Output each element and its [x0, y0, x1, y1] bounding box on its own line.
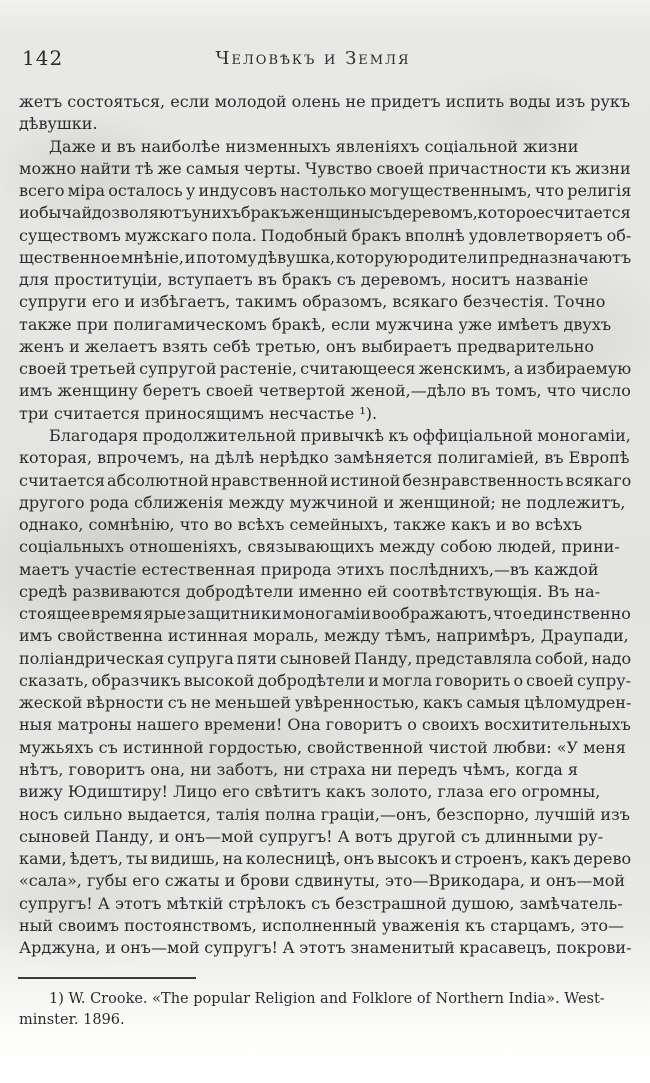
paragraph — [19, 136, 631, 425]
text-line: 1) W. Crooke. «The popular Religion and Folklore of Northern India». West- — [49, 991, 605, 1007]
text-line: супругъ! А этотъ мѣткій стрѣлокъ съ безстрашной душою, замѣчатель- — [19, 893, 623, 913]
text-line: и обычай дозволяютъ у нихъ бракъ женщины съ деревомъ, которое считается — [19, 203, 631, 223]
text-line: которая, впрочемъ, на дѣлѣ нерѣдко замѣняется полигаміей, въ Европѣ — [19, 448, 630, 468]
text-line: вижу Юдиштиру! Лицо его свѣтитъ какъ золото, глаза его огромны, — [19, 782, 601, 802]
text-line: Арджуна, и онъ—мой супругъ! А этотъ знаменитый красавецъ, покрови- — [19, 938, 632, 958]
text-line: minster. 1896. — [19, 1012, 125, 1028]
text-line: имъ свойственна истинная мораль, между тѣмъ, напримѣръ, Драупади, — [19, 626, 629, 646]
text-line: считается абсолютной нравственной истиной безнравственность всякаго — [19, 470, 632, 490]
text-line: Даже и въ наиболѣе низменныхъ явленіяхъ соціальной жизни — [49, 136, 579, 156]
text-line: также при полигамическомъ бракѣ, если мужчина уже имѣетъ двухъ — [19, 314, 612, 334]
text-line: стоящее время ярые защитники моногаміи воображаютъ, что единственно — [19, 604, 631, 624]
text-line: «сала», губы его сжаты и брови сдвинуты, это—Врикодара, и онъ—мой — [19, 871, 626, 891]
text-line: можно найти тѣ же самыя черты. Чувство своей причастности къ жизни — [19, 158, 631, 178]
paragraph — [19, 425, 631, 959]
text-line: нѣтъ, говоритъ она, ни заботъ, ни страха ни передъ чѣмъ, когда я — [19, 759, 578, 779]
body-text — [19, 91, 631, 959]
text-line: жеской вѣрности съ не меньшей увѣренностью, какъ самыя цѣломудрен- — [19, 693, 632, 713]
text-line: Благодаря продолжительной привычкѣ къ оффиціальной моногаміи, — [49, 425, 631, 445]
page-number: 142 — [22, 46, 64, 70]
text-line: соціальныхъ отношеніяхъ, связывающихъ между собою людей, прини- — [19, 537, 620, 557]
text-line: носъ сильно выдается, талія полна граціи,—онъ, безспорно, лучшій изъ — [19, 804, 630, 824]
text-line: для проституціи, вступаетъ въ бракъ съ деревомъ, носитъ названіе — [19, 270, 589, 290]
text-line: ныя матроны нашего времени! Она говоритъ о своихъ восхитительныхъ — [19, 715, 631, 735]
paragraph — [19, 91, 631, 136]
text-line: всего міра осталось у индусовъ настолько могущественнымъ, что религія — [19, 181, 632, 201]
text-line: сказать, образчикъ высокой добродѣтели и могла говорить о своей супру- — [19, 670, 632, 690]
text-line: женъ и желаетъ взять себѣ третью, онъ выбираетъ предварительно — [19, 336, 594, 356]
footnote-separator-rule — [18, 977, 196, 979]
text-line: сыновей Панду, и онъ—мой супругъ! А вотъ другой съ длинными ру- — [19, 826, 604, 846]
text-line: однако, сомнѣнію, что во всѣхъ семейныхъ, также какъ и во всѣхъ — [19, 515, 583, 535]
text-line: щественное мнѣніе, и потому дѣвушка, которую родители предназначаютъ — [19, 247, 632, 267]
text-line: ками, ѣдетъ, ты видишь, на колесницѣ, онъ высокъ и строенъ, какъ дерево — [19, 849, 632, 869]
running-title: Человѣкъ и Земля — [215, 48, 411, 69]
text-line: другого рода сближенія между мужчиной и женщиной; не подлежитъ, — [19, 492, 626, 512]
text-line: супруги его и избѣгаетъ, такимъ образомъ, всякаго безчестія. Точно — [19, 292, 606, 312]
text-line: мужьяхъ съ истинной гордостью, свойственной чистой любви: «У меня — [19, 737, 626, 757]
text-line: существомъ мужскаго пола. Подобный бракъ вполнѣ удовлетворяетъ об- — [19, 225, 632, 245]
text-line: маетъ участіе естественная природа этихъ послѣднихъ,—въ каждой — [19, 559, 599, 579]
text-line: средѣ развиваются добродѣтели именно ей соотвѣтствующія. Въ на- — [19, 581, 601, 601]
text-line: три считается приносящимъ несчастье ¹). — [19, 403, 378, 423]
text-line: своей третьей супругой растеніе, считающееся женскимъ, а избираемую — [19, 359, 632, 379]
text-line: жетъ состояться, если молодой олень не придетъ испить воды изъ рукъ — [19, 92, 631, 111]
text-line: дѣвушки. — [19, 114, 98, 134]
text-line: имъ женщину беретъ своей четвертой женой,—дѣло въ томъ, что число — [19, 381, 631, 401]
text-line: поліандрическая супруга пяти сыновей Панду, представляла собой, надо — [19, 648, 632, 668]
text-line: ный своимъ постоянствомъ, исполненный уваженія къ старцамъ, это— — [19, 915, 624, 935]
footnote — [19, 989, 631, 1031]
